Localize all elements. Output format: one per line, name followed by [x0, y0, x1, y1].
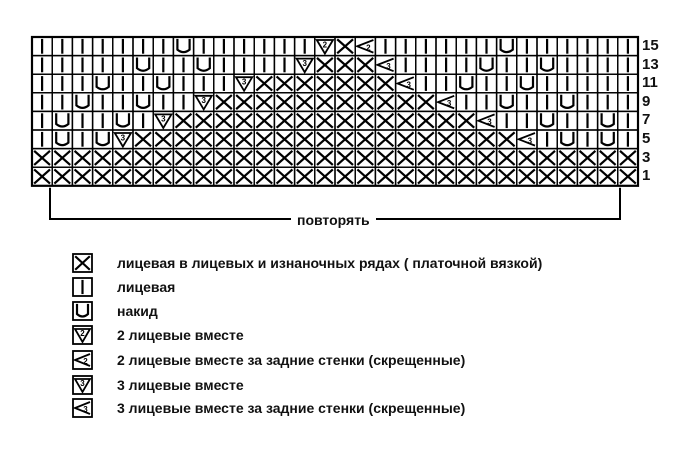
chart-cell — [194, 74, 214, 93]
chart-cell — [72, 130, 92, 149]
chart-cell — [618, 167, 638, 186]
chart-cell — [274, 37, 294, 56]
chart-cell — [52, 130, 72, 149]
chart-cell — [557, 37, 577, 56]
row-number: 15 — [642, 37, 659, 54]
k3tog-icon — [72, 375, 94, 396]
chart-cell — [234, 149, 254, 168]
chart-cell — [557, 93, 577, 112]
chart-cell — [436, 37, 456, 56]
k3tog-tbl-icon — [72, 398, 94, 419]
chart-cell — [315, 93, 335, 112]
svg-text:3: 3 — [386, 61, 391, 71]
chart-cell — [214, 149, 234, 168]
chart-cell — [375, 149, 395, 168]
chart-cell — [52, 56, 72, 75]
knit-icon — [72, 277, 94, 298]
chart-cell — [517, 56, 537, 75]
chart-row — [32, 167, 638, 186]
chart-cell — [194, 56, 214, 75]
chart-cell — [476, 93, 496, 112]
legend-label: лицевая — [117, 279, 176, 295]
chart-cell — [32, 93, 52, 112]
row-number: 3 — [642, 148, 651, 166]
chart-cell — [315, 37, 335, 56]
chart-cell — [618, 111, 638, 130]
svg-text:3: 3 — [406, 80, 411, 90]
chart-cell — [396, 149, 416, 168]
svg-text:2: 2 — [322, 40, 328, 50]
chart-cell — [72, 111, 92, 130]
chart-cell — [214, 93, 234, 112]
chart-cell — [234, 93, 254, 112]
chart-cell — [416, 93, 436, 112]
chart-cell — [537, 130, 557, 149]
chart-cell — [577, 74, 597, 93]
legend-label: накид — [117, 303, 158, 319]
chart-cell — [72, 167, 92, 186]
chart-cell — [557, 130, 577, 149]
chart-cell — [153, 74, 173, 93]
chart-cell — [537, 111, 557, 130]
chart-cell — [194, 111, 214, 130]
row-number: 5 — [642, 130, 651, 147]
chart-cell — [254, 93, 274, 112]
legend-label: 3 лицевые вместе — [117, 377, 244, 393]
chart-cell — [173, 93, 193, 112]
chart-cell — [476, 149, 496, 168]
chart-row — [32, 130, 638, 149]
row-number: 1 — [642, 167, 651, 185]
chart-cell — [396, 111, 416, 130]
chart-row — [32, 74, 638, 93]
svg-text:3: 3 — [83, 405, 88, 414]
svg-text:3: 3 — [527, 136, 533, 146]
chart-cell — [396, 167, 416, 186]
chart-cell — [355, 111, 375, 130]
chart-cell — [557, 111, 577, 130]
chart-cell — [254, 74, 274, 93]
chart-cell — [598, 56, 618, 75]
chart-cell — [497, 111, 517, 130]
chart-cell — [93, 111, 113, 130]
chart-row — [32, 93, 638, 112]
svg-text:3: 3 — [302, 58, 307, 68]
chart-cell — [476, 56, 496, 75]
chart-cell — [416, 130, 436, 149]
chart-cell — [254, 149, 274, 168]
chart-cell — [517, 74, 537, 93]
chart-cell — [497, 56, 517, 75]
chart-cell — [476, 130, 496, 149]
row-number: 9 — [642, 92, 651, 110]
svg-text:3: 3 — [120, 133, 126, 143]
chart-cell — [133, 37, 153, 56]
k2tog-tbl-icon — [72, 350, 94, 371]
chart-cell — [133, 74, 153, 93]
chart-cell — [355, 149, 375, 168]
chart-cell — [396, 130, 416, 149]
k2tog-icon — [72, 325, 94, 346]
chart-row — [32, 37, 638, 56]
chart-cell — [153, 167, 173, 186]
chart-cell — [456, 56, 476, 75]
chart-cell — [274, 149, 294, 168]
chart-cell — [497, 167, 517, 186]
chart-cell — [476, 111, 496, 130]
chart-row — [32, 149, 638, 168]
chart-cell — [375, 37, 395, 56]
chart-cell — [133, 111, 153, 130]
chart-cell — [173, 74, 193, 93]
chart-cell — [113, 149, 133, 168]
chart-cell — [416, 111, 436, 130]
chart-cell — [32, 111, 52, 130]
chart-cell — [335, 130, 355, 149]
chart-cell — [234, 37, 254, 56]
chart-cell — [436, 149, 456, 168]
chart-cell — [618, 56, 638, 75]
chart-cell — [497, 37, 517, 56]
chart-cell — [355, 56, 375, 75]
chart-cell — [214, 56, 234, 75]
svg-text:3: 3 — [161, 114, 166, 124]
chart-cell — [72, 74, 92, 93]
chart-cell — [295, 167, 315, 186]
chart-cell — [577, 167, 597, 186]
chart-cell — [93, 167, 113, 186]
chart-cell — [598, 37, 618, 56]
chart-cell — [577, 37, 597, 56]
legend-item — [72, 253, 672, 275]
chart-cell — [52, 111, 72, 130]
chart-cell — [254, 56, 274, 75]
svg-text:3: 3 — [80, 379, 85, 388]
chart-cell — [436, 74, 456, 93]
chart-cell — [72, 37, 92, 56]
chart-cell — [436, 93, 456, 112]
chart-cell — [295, 111, 315, 130]
chart-cell — [214, 37, 234, 56]
chart-cell — [153, 56, 173, 75]
legend-label: лицевая в лицевых и изнаночных рядах ( платочной вязкой) — [117, 255, 543, 271]
chart-cell — [194, 167, 214, 186]
chart-cell — [497, 74, 517, 93]
chart-cell — [416, 37, 436, 56]
chart-cell — [416, 167, 436, 186]
svg-text:3: 3 — [241, 77, 247, 87]
row-number: 13 — [642, 55, 659, 73]
chart-cell — [416, 74, 436, 93]
chart-cell — [335, 167, 355, 186]
chart-cell — [456, 37, 476, 56]
chart-cell — [598, 149, 618, 168]
chart-cell — [153, 93, 173, 112]
chart-cell — [577, 130, 597, 149]
row-number: 7 — [642, 111, 651, 129]
chart-cell — [598, 130, 618, 149]
chart-cell — [72, 93, 92, 112]
chart-cell — [598, 111, 618, 130]
chart-cell — [315, 56, 335, 75]
chart-cell — [355, 130, 375, 149]
legend-item — [72, 301, 672, 323]
chart-cell — [32, 37, 52, 56]
chart-cell — [52, 74, 72, 93]
chart-cell — [133, 167, 153, 186]
chart-cell — [517, 149, 537, 168]
chart-cell — [93, 130, 113, 149]
chart-cell — [375, 56, 395, 75]
chart-cell — [396, 93, 416, 112]
chart-cell — [113, 111, 133, 130]
chart-cell — [274, 167, 294, 186]
chart-cell — [335, 111, 355, 130]
chart-cell — [153, 149, 173, 168]
chart-cell — [557, 74, 577, 93]
chart-cell — [355, 37, 375, 56]
chart-cell — [335, 93, 355, 112]
chart-row — [32, 111, 638, 130]
chart-cell — [335, 149, 355, 168]
chart-cell — [274, 56, 294, 75]
chart-cell — [577, 93, 597, 112]
row-number: 11 — [642, 74, 658, 92]
chart-cell — [254, 167, 274, 186]
chart-cell — [113, 93, 133, 112]
chart-cell — [537, 56, 557, 75]
chart-cell — [254, 130, 274, 149]
chart-cell — [335, 56, 355, 75]
legend-item — [72, 350, 672, 372]
chart-cell — [315, 111, 335, 130]
chart-cell — [295, 56, 315, 75]
chart-cell — [436, 56, 456, 75]
chart-cell — [133, 93, 153, 112]
chart-cell — [32, 56, 52, 75]
chart-cell — [618, 37, 638, 56]
chart-cell — [537, 149, 557, 168]
chart-cell — [113, 167, 133, 186]
legend-label: 2 лицевые вместе за задние стенки (скрещенные) — [117, 352, 466, 368]
chart-cell — [456, 74, 476, 93]
svg-text:3: 3 — [487, 117, 492, 127]
chart-cell — [93, 149, 113, 168]
chart-cell — [436, 167, 456, 186]
chart-cell — [234, 111, 254, 130]
chart-cell — [295, 93, 315, 112]
chart-cell — [335, 37, 355, 56]
chart-cell — [254, 37, 274, 56]
chart-cell — [173, 149, 193, 168]
chart-cell — [436, 111, 456, 130]
chart-cell — [153, 37, 173, 56]
chart-cell — [618, 149, 638, 168]
chart-cell — [456, 149, 476, 168]
chart-cell — [153, 130, 173, 149]
chart-cell — [295, 149, 315, 168]
chart-cell — [173, 167, 193, 186]
chart-cell — [214, 111, 234, 130]
chart-cell — [355, 167, 375, 186]
chart-cell — [396, 37, 416, 56]
chart-cell — [618, 74, 638, 93]
repeat-label: повторять — [291, 212, 376, 228]
chart-cell — [517, 93, 537, 112]
chart-cell — [52, 167, 72, 186]
chart-cell — [133, 149, 153, 168]
svg-text:2: 2 — [80, 329, 85, 338]
chart-cell — [456, 111, 476, 130]
chart-cell — [375, 130, 395, 149]
chart-cell — [476, 74, 496, 93]
chart-cell — [295, 37, 315, 56]
yarn-over-icon — [72, 301, 94, 322]
chart-cell — [315, 130, 335, 149]
chart-cell — [456, 167, 476, 186]
chart-cell — [557, 167, 577, 186]
chart-cell — [133, 130, 153, 149]
chart-cell — [214, 74, 234, 93]
chart-cell — [274, 74, 294, 93]
chart-cell — [355, 74, 375, 93]
chart-cell — [93, 74, 113, 93]
chart-cell — [315, 149, 335, 168]
chart-cell — [234, 130, 254, 149]
chart-cell — [274, 130, 294, 149]
chart-cell — [537, 167, 557, 186]
chart-cell — [32, 74, 52, 93]
chart-cell — [497, 130, 517, 149]
chart-cell — [375, 93, 395, 112]
chart-cell — [476, 37, 496, 56]
legend-item — [72, 375, 672, 397]
chart-cell — [557, 149, 577, 168]
chart-cell — [416, 56, 436, 75]
chart-cell — [234, 56, 254, 75]
chart-cell — [194, 149, 214, 168]
chart-cell — [618, 130, 638, 149]
chart-cell — [598, 93, 618, 112]
chart-cell — [295, 74, 315, 93]
chart-cell — [274, 111, 294, 130]
chart-cell — [497, 149, 517, 168]
chart-cell — [254, 111, 274, 130]
svg-text:3: 3 — [446, 99, 452, 109]
chart-cell — [214, 167, 234, 186]
chart-row — [32, 56, 638, 75]
chart-cell — [173, 37, 193, 56]
chart-cell — [72, 56, 92, 75]
chart-cell — [436, 130, 456, 149]
chart-cell — [32, 167, 52, 186]
legend-item — [72, 398, 672, 420]
chart-cell — [113, 37, 133, 56]
chart-cell — [52, 37, 72, 56]
chart-cell — [537, 37, 557, 56]
chart-cell — [375, 167, 395, 186]
chart-cell — [537, 93, 557, 112]
chart-cell — [315, 167, 335, 186]
legend-item — [72, 325, 672, 347]
chart-cell — [194, 130, 214, 149]
chart-cell — [537, 74, 557, 93]
chart-cell — [577, 56, 597, 75]
chart-cell — [295, 130, 315, 149]
chart-cell — [72, 149, 92, 168]
chart-cell — [598, 74, 618, 93]
chart-cell — [396, 56, 416, 75]
chart-cell — [173, 130, 193, 149]
chart-cell — [52, 93, 72, 112]
chart-cell — [618, 93, 638, 112]
chart-cell — [32, 130, 52, 149]
chart-cell — [194, 93, 214, 112]
chart-cell — [577, 149, 597, 168]
svg-text:2: 2 — [366, 43, 371, 53]
chart-cell — [497, 93, 517, 112]
chart-cell — [274, 93, 294, 112]
chart-cell — [456, 130, 476, 149]
chart-cell — [113, 130, 133, 149]
chart-cell — [396, 74, 416, 93]
chart-cell — [52, 149, 72, 168]
chart-cell — [335, 74, 355, 93]
chart-cell — [416, 149, 436, 168]
chart-cell — [173, 56, 193, 75]
chart-cell — [113, 74, 133, 93]
svg-text:3: 3 — [201, 96, 206, 106]
chart-cell — [375, 111, 395, 130]
chart-cell — [153, 111, 173, 130]
chart-cell — [517, 130, 537, 149]
chart-cell — [93, 37, 113, 56]
chart-cell — [113, 56, 133, 75]
chart-cell — [234, 74, 254, 93]
chart-cell — [133, 56, 153, 75]
chart-cell — [456, 93, 476, 112]
svg-text:2: 2 — [83, 357, 88, 366]
legend-label: 3 лицевые вместе за задние стенки (скрещенные) — [117, 400, 466, 416]
chart-cell — [32, 149, 52, 168]
chart-cell — [517, 167, 537, 186]
chart-cell — [476, 167, 496, 186]
chart-cell — [93, 93, 113, 112]
chart-cell — [355, 93, 375, 112]
chart-cell — [214, 130, 234, 149]
chart-cell — [194, 37, 214, 56]
chart-cell — [375, 74, 395, 93]
legend-item — [72, 277, 672, 299]
chart-cell — [517, 37, 537, 56]
chart-cell — [577, 111, 597, 130]
legend-label: 2 лицевые вместе — [117, 327, 244, 343]
garter-knit-icon — [72, 253, 94, 274]
chart-cell — [517, 111, 537, 130]
chart-cell — [93, 56, 113, 75]
chart-cell — [598, 167, 618, 186]
chart-cell — [173, 111, 193, 130]
chart-cell — [315, 74, 335, 93]
chart-cell — [234, 167, 254, 186]
chart-cell — [557, 56, 577, 75]
